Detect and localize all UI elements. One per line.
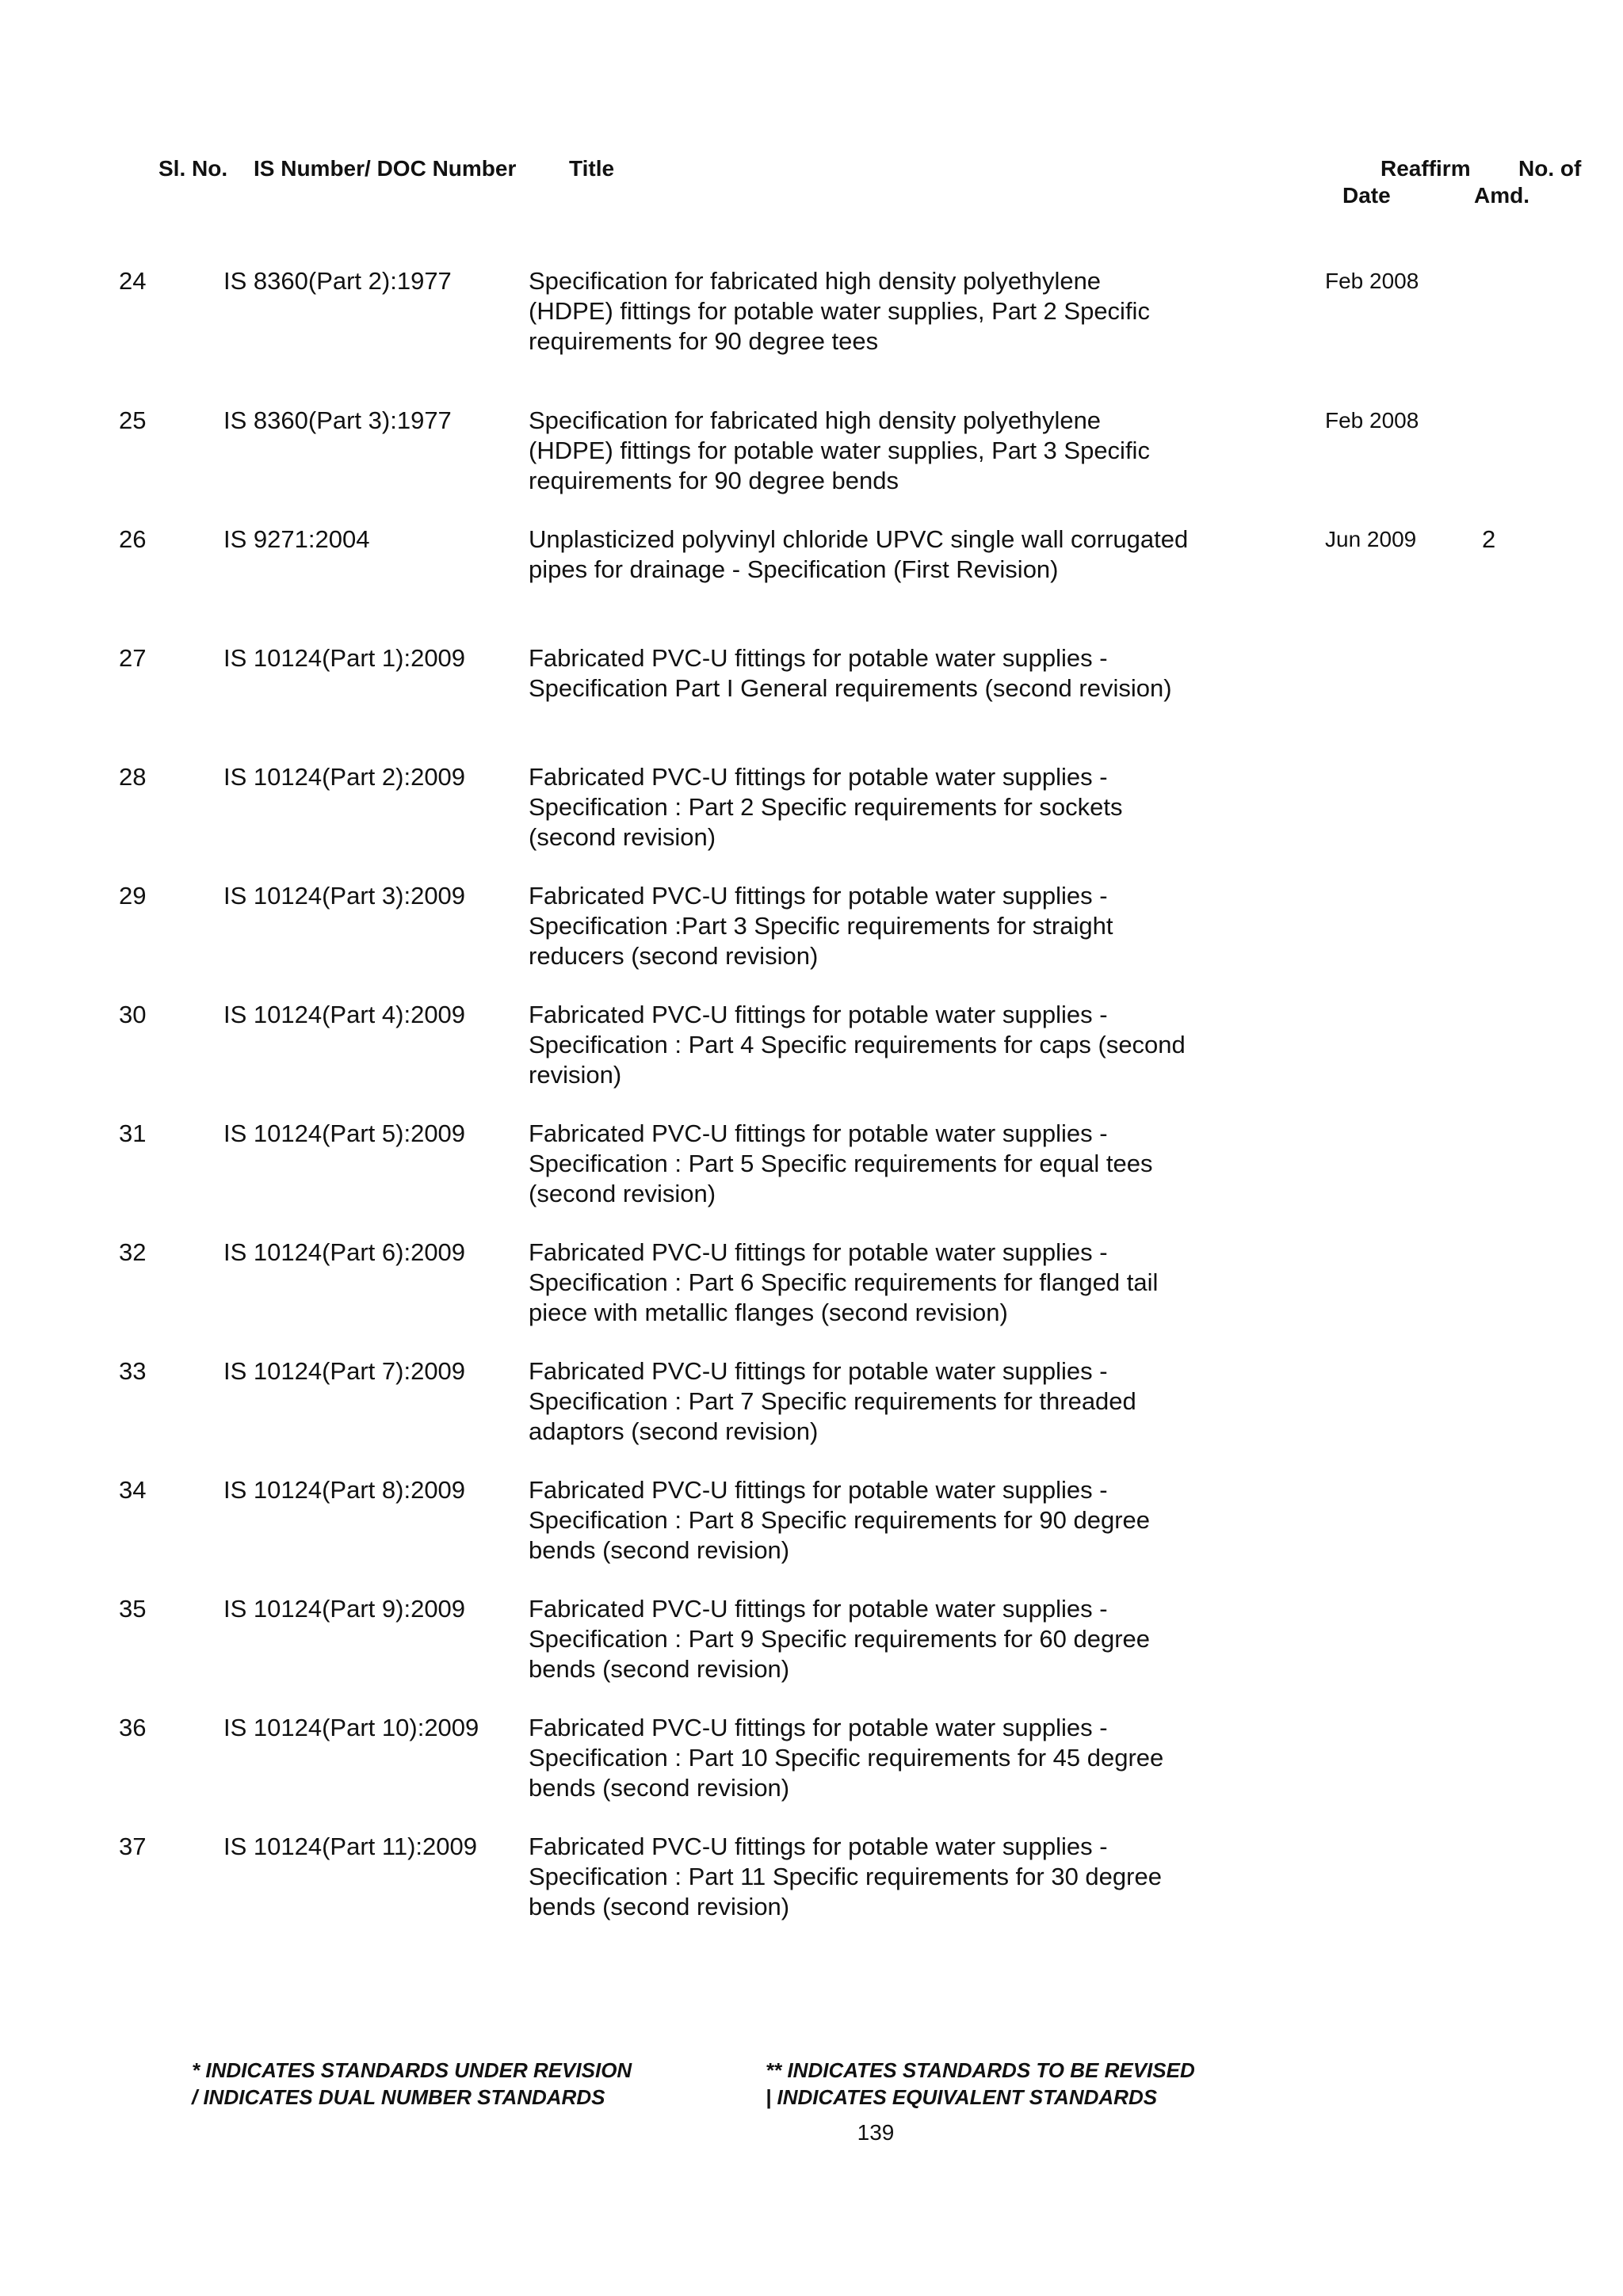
row-sl-no: 26 [119, 525, 147, 553]
row-is-number: IS 10124(Part 10):2009 [223, 1714, 479, 1741]
legend-to-be-revised: ** INDICATES STANDARDS TO BE REVISED [766, 2058, 1195, 2082]
row-reaffirm-date: Feb 2008 [1325, 408, 1419, 433]
legend-equivalent: | INDICATES EQUIVALENT STANDARDS [766, 2085, 1158, 2109]
page-number: 139 [857, 2120, 895, 2145]
legend-under-revision: * INDICATES STANDARDS UNDER REVISION [192, 2058, 632, 2082]
row-sl-no: 29 [119, 882, 147, 910]
row-sl-no: 24 [119, 267, 147, 295]
row-title: Fabricated PVC-U fittings for potable water supplies - Specification : Part 6 Specific requirements for flanged tail piece with metallic flanges (second revision) [529, 1238, 1159, 1326]
row-reaffirm-date: Feb 2008 [1325, 269, 1419, 293]
header-amd: Amd. [1474, 183, 1529, 208]
header-sl-no: Sl. No. [158, 156, 228, 181]
row-sl-no: 32 [119, 1238, 147, 1266]
row-is-number: IS 10124(Part 9):2009 [223, 1595, 466, 1623]
row-is-number: IS 9271:2004 [223, 525, 370, 553]
row-reaffirm-date: Jun 2009 [1325, 527, 1417, 551]
row-is-number: IS 10124(Part 4):2009 [223, 1001, 466, 1028]
row-sl-no: 36 [119, 1714, 147, 1741]
row-title: Fabricated PVC-U fittings for potable water supplies - Specification :Part 3 Specific requirements for straight reducers (second revision) [529, 882, 1113, 970]
row-is-number: IS 10124(Part 11):2009 [223, 1833, 477, 1860]
header-date: Date [1342, 183, 1391, 208]
row-sl-no: 37 [119, 1833, 147, 1860]
header-reaffirm: Reaffirm [1381, 156, 1471, 181]
header-title: Title [569, 156, 615, 181]
row-sl-no: 30 [119, 1001, 147, 1028]
row-sl-no: 28 [119, 763, 147, 791]
row-sl-no: 34 [119, 1476, 147, 1504]
row-sl-no: 35 [119, 1595, 147, 1623]
row-title: Fabricated PVC-U fittings for potable water supplies - Specification Part I General requirements (second revision) [529, 644, 1172, 702]
row-sl-no: 25 [119, 406, 147, 434]
row-title: Fabricated PVC-U fittings for potable water supplies - Specification : Part 8 Specific requirements for 90 degree bends (second revision) [529, 1476, 1151, 1564]
row-is-number: IS 8360(Part 3):1977 [223, 406, 452, 434]
header-is-number: IS Number/ DOC Number [254, 156, 517, 181]
row-title: Fabricated PVC-U fittings for potable water supplies - Specification : Part 2 Specific requirements for sockets (second revision) [529, 763, 1123, 851]
row-sl-no: 33 [119, 1357, 147, 1385]
row-is-number: IS 10124(Part 2):2009 [223, 763, 466, 791]
row-sl-no: 31 [119, 1119, 147, 1147]
row-title: Unplasticized polyvinyl chloride UPVC single wall corrugated pipes for drainage - Specification (First Revision) [529, 525, 1189, 583]
header-no-of: No. of [1518, 156, 1582, 181]
row-is-number: IS 8360(Part 2):1977 [223, 267, 452, 295]
row-title: Specification for fabricated high density polyethylene (HDPE) fittings for potable water supplies, Part 2 Specific requirements for 90 degree tees [529, 267, 1150, 355]
row-sl-no: 27 [119, 644, 147, 672]
row-is-number: IS 10124(Part 8):2009 [223, 1476, 466, 1504]
row-title: Fabricated PVC-U fittings for potable water supplies - Specification : Part 4 Specific requirements for caps (second revision) [529, 1001, 1186, 1089]
row-title: Fabricated PVC-U fittings for potable water supplies - Specification : Part 9 Specific requirements for 60 degree bends (second revision) [529, 1595, 1151, 1683]
row-title: Specification for fabricated high density polyethylene (HDPE) fittings for potable water supplies, Part 3 Specific requirements for 90 degree bends [529, 406, 1150, 494]
row-title: Fabricated PVC-U fittings for potable water supplies - Specification : Part 7 Specific requirements for threaded adaptors (second revision) [529, 1357, 1136, 1445]
row-title: Fabricated PVC-U fittings for potable water supplies - Specification : Part 10 Specific requirements for 45 degree bends (second revision) [529, 1714, 1164, 1802]
row-title: Fabricated PVC-U fittings for potable water supplies - Specification : Part 5 Specific requirements for equal tees (second revision) [529, 1119, 1153, 1207]
row-is-number: IS 10124(Part 3):2009 [223, 882, 466, 910]
row-title: Fabricated PVC-U fittings for potable water supplies - Specification : Part 11 Specific requirements for 30 degree bends (second revision) [529, 1833, 1162, 1920]
row-is-number: IS 10124(Part 5):2009 [223, 1119, 466, 1147]
row-amendments: 2 [1482, 525, 1496, 553]
row-is-number: IS 10124(Part 6):2009 [223, 1238, 466, 1266]
legend-dual-number: / INDICATES DUAL NUMBER STANDARDS [192, 2085, 605, 2109]
row-is-number: IS 10124(Part 1):2009 [223, 644, 466, 672]
row-is-number: IS 10124(Part 7):2009 [223, 1357, 466, 1385]
